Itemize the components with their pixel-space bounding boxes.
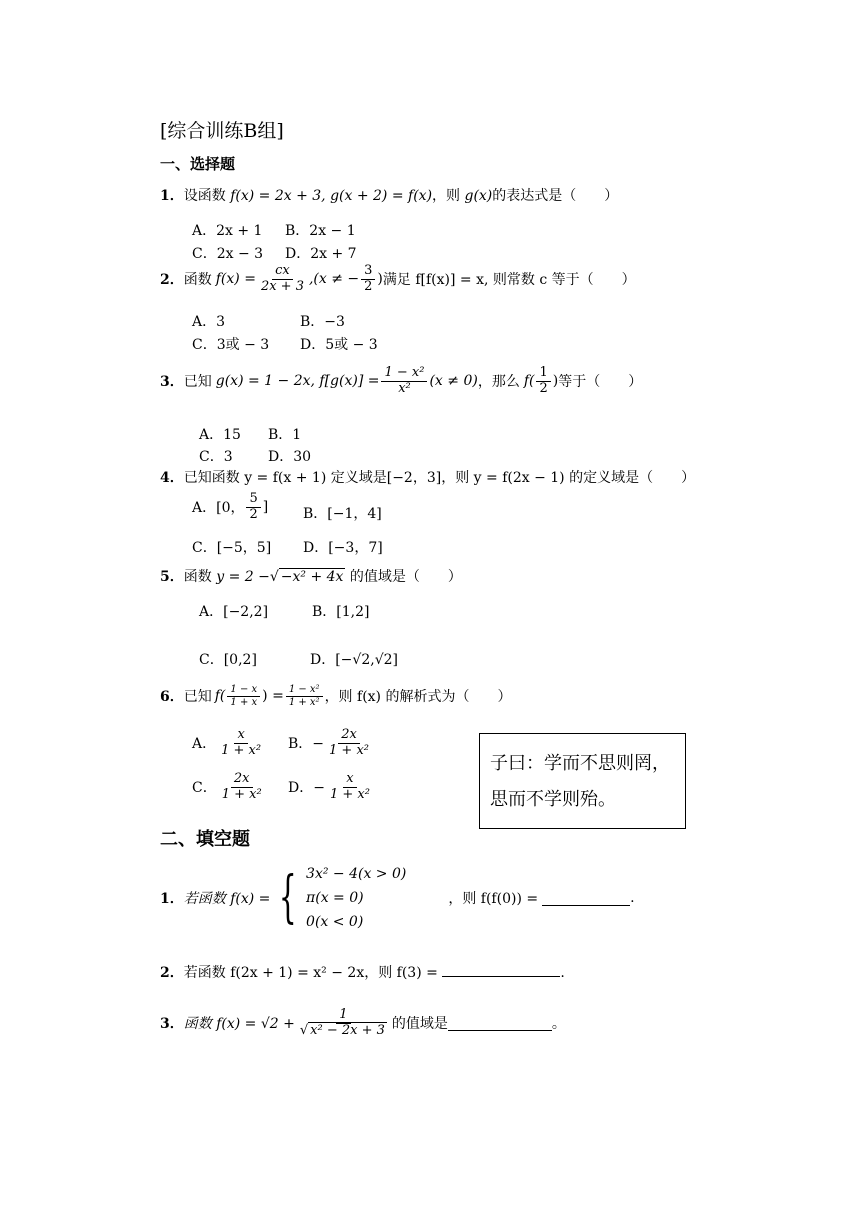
fraction bbox=[381, 366, 427, 397]
math-expression: f( bbox=[214, 688, 226, 704]
fraction bbox=[219, 772, 265, 803]
fill-question-1 bbox=[160, 862, 635, 934]
math-expression: ) bbox=[552, 373, 559, 390]
question-text: ，则 bbox=[432, 188, 461, 204]
option-b: B．2x − 1 bbox=[285, 223, 356, 239]
option-text: ] bbox=[262, 499, 269, 516]
numerator: 1 bbox=[536, 366, 550, 382]
question-text: 的表达式是（ ） bbox=[492, 188, 619, 204]
numerator: x bbox=[234, 728, 247, 744]
math-expression: f( bbox=[523, 373, 535, 390]
question-4 bbox=[160, 467, 695, 487]
denominator: 1 + x² bbox=[329, 742, 370, 758]
option-d: D．5或 − 3 bbox=[300, 337, 378, 353]
numerator: 3 bbox=[361, 264, 375, 280]
option-a bbox=[192, 728, 266, 759]
denominator: 2 bbox=[539, 380, 548, 396]
math-expression: 若函数 f(x) = bbox=[183, 891, 271, 907]
question-text: 的值域是（ ） bbox=[349, 569, 462, 585]
option-label: B．− bbox=[288, 736, 325, 753]
fraction bbox=[258, 264, 307, 295]
denominator: 2 bbox=[249, 506, 258, 522]
question-text: ，则 f(f(0)) = bbox=[448, 891, 539, 907]
question-number: 3． bbox=[160, 1016, 184, 1033]
denominator: 1 + x bbox=[230, 696, 258, 708]
denominator: 2 bbox=[364, 278, 373, 294]
quote-line-2: 思而不学则殆。 bbox=[490, 789, 616, 810]
question-number: 4． bbox=[160, 470, 184, 486]
question-text: 函数 bbox=[183, 272, 212, 289]
question-text: 若函数 f(2x + 1) = x² − 2x，则 f(3) = bbox=[183, 965, 438, 981]
option-b: B．[−1，4] bbox=[303, 506, 382, 522]
numerator: 5 bbox=[246, 492, 260, 508]
option-a: A．[−2,2] bbox=[199, 604, 269, 620]
option-b: B．−3 bbox=[300, 314, 345, 330]
question-text: 满足 f[f(x)] = x, 则常数 c 等于（ ） bbox=[382, 272, 636, 289]
option-label: D．− bbox=[288, 780, 325, 797]
quote-box bbox=[479, 733, 686, 829]
option-d: D．30 bbox=[268, 449, 312, 465]
question-text: 设函数 bbox=[183, 188, 226, 204]
question-number: 6． bbox=[160, 689, 184, 705]
option-c: C．3或 − 3 bbox=[192, 337, 270, 353]
math-expression: 函数 f(x) = √2 + bbox=[183, 1016, 295, 1033]
question-2 bbox=[160, 264, 636, 295]
fill-question-2 bbox=[160, 962, 565, 982]
option-b: B．1 bbox=[268, 427, 302, 443]
section-fill-heading: 二、填空题 bbox=[160, 829, 250, 850]
option-d: D．2x + 7 bbox=[285, 246, 357, 262]
question-text: ，那么 bbox=[477, 374, 520, 391]
punctuation: . bbox=[630, 890, 635, 906]
question-text: 已知 bbox=[183, 689, 212, 705]
numerator: 2x bbox=[231, 772, 253, 788]
math-expression: g(x) bbox=[464, 188, 493, 204]
denominator: 1 + x² bbox=[329, 786, 370, 802]
option-d: D．[−3，7] bbox=[303, 540, 383, 556]
option-b bbox=[288, 728, 374, 759]
option-d: D．[−√2,√2] bbox=[310, 652, 398, 668]
fraction bbox=[361, 264, 375, 295]
numerator: cx bbox=[272, 264, 293, 280]
fraction bbox=[536, 366, 550, 397]
question-text: 等于（ ） bbox=[558, 374, 643, 391]
question-number: 2． bbox=[160, 965, 184, 981]
section-choice-heading: 一、选择题 bbox=[160, 155, 236, 173]
denominator: x² bbox=[398, 380, 411, 396]
option-c bbox=[192, 772, 267, 803]
page-title: [综合训练B组] bbox=[160, 120, 284, 142]
question-number: 3． bbox=[160, 374, 184, 391]
option-c: C．2x − 3 bbox=[192, 246, 264, 262]
option-d bbox=[288, 772, 375, 803]
math-expression: y = 2 − bbox=[216, 569, 270, 585]
option-text: A．[0， bbox=[192, 500, 245, 517]
fraction bbox=[326, 728, 372, 759]
fraction bbox=[218, 728, 264, 759]
numerator: 1 − x bbox=[227, 684, 260, 697]
case-2: π(x = 0) bbox=[306, 890, 364, 906]
fill-question-3 bbox=[160, 1008, 566, 1039]
question-1 bbox=[160, 185, 618, 205]
numerator: 1 bbox=[336, 1008, 350, 1024]
math-expression: (x ≠ 0) bbox=[429, 373, 478, 390]
fraction bbox=[297, 1008, 390, 1039]
fraction bbox=[286, 684, 323, 708]
answer-blank[interactable] bbox=[442, 962, 560, 977]
case-1: 3x² − 4(x > 0) bbox=[306, 866, 407, 882]
option-label: C． bbox=[192, 780, 217, 797]
option-c: C．[−5，5] bbox=[192, 540, 272, 556]
brace: { bbox=[279, 865, 298, 930]
sqrt-argument: x² − 2x + 3 bbox=[310, 1022, 385, 1038]
question-number: 2． bbox=[160, 272, 184, 289]
option-c: C．[0,2] bbox=[199, 652, 257, 668]
numerator: 2x bbox=[338, 728, 360, 744]
case-3: 0(x < 0) bbox=[306, 914, 364, 930]
question-number: 5． bbox=[160, 569, 184, 585]
sqrt-argument: −x² + 4x bbox=[280, 569, 344, 585]
punctuation: . bbox=[560, 965, 565, 981]
math-expression: f(x) = bbox=[215, 271, 256, 288]
numerator: 1 − x² bbox=[381, 366, 427, 382]
answer-blank[interactable] bbox=[448, 1016, 552, 1031]
fraction bbox=[246, 492, 260, 523]
denominator: √ x² − 2x + 3 bbox=[299, 1022, 385, 1038]
denominator: 1 + x² bbox=[221, 786, 262, 802]
question-number: 1． bbox=[160, 188, 184, 204]
option-b: B．[1,2] bbox=[312, 604, 370, 620]
question-text: 已知函数 y = f(x + 1) 定义域是[−2，3]，则 y = f(2x − 1) 的定义域是（ ） bbox=[183, 470, 696, 486]
question-text: 的值域是 bbox=[391, 1016, 448, 1033]
question-text: 已知 bbox=[183, 374, 212, 391]
option-c: C．3 bbox=[199, 449, 233, 465]
math-expression: ,(x ≠ − bbox=[308, 271, 360, 288]
question-number: 1． bbox=[160, 891, 184, 907]
quote-line-1: 子曰：学而不思则罔， bbox=[490, 753, 670, 774]
math-expression: f(x) = 2x + 3, g(x + 2) = f(x) bbox=[230, 188, 433, 204]
math-expression: g(x) = 1 − 2x, f[g(x)] = bbox=[215, 373, 380, 390]
numerator: 1 − x² bbox=[286, 684, 323, 697]
question-text: 函数 bbox=[183, 569, 212, 585]
option-a bbox=[192, 492, 268, 523]
math-expression: ) bbox=[377, 271, 383, 288]
punctuation: 。 bbox=[551, 1016, 566, 1033]
question-6 bbox=[160, 684, 511, 708]
answer-blank[interactable] bbox=[542, 891, 630, 906]
fraction bbox=[227, 684, 260, 708]
math-expression: ) = bbox=[262, 688, 284, 704]
option-a: A．3 bbox=[192, 314, 226, 330]
denominator: 2x + 3 bbox=[260, 278, 304, 294]
denominator: 1 + x² bbox=[288, 696, 320, 708]
sqrt-sign: √ bbox=[269, 569, 279, 585]
numerator: x bbox=[343, 772, 356, 788]
question-3 bbox=[160, 366, 642, 397]
option-label: A． bbox=[192, 736, 217, 753]
question-text: ，则 f(x) 的解析式为（ ） bbox=[324, 689, 512, 705]
question-5 bbox=[160, 566, 462, 586]
piecewise-cases bbox=[306, 862, 406, 934]
fraction bbox=[327, 772, 373, 803]
denominator: 1 + x² bbox=[221, 742, 262, 758]
option-a: A．15 bbox=[199, 427, 241, 443]
option-a: A．2x + 1 bbox=[192, 223, 263, 239]
